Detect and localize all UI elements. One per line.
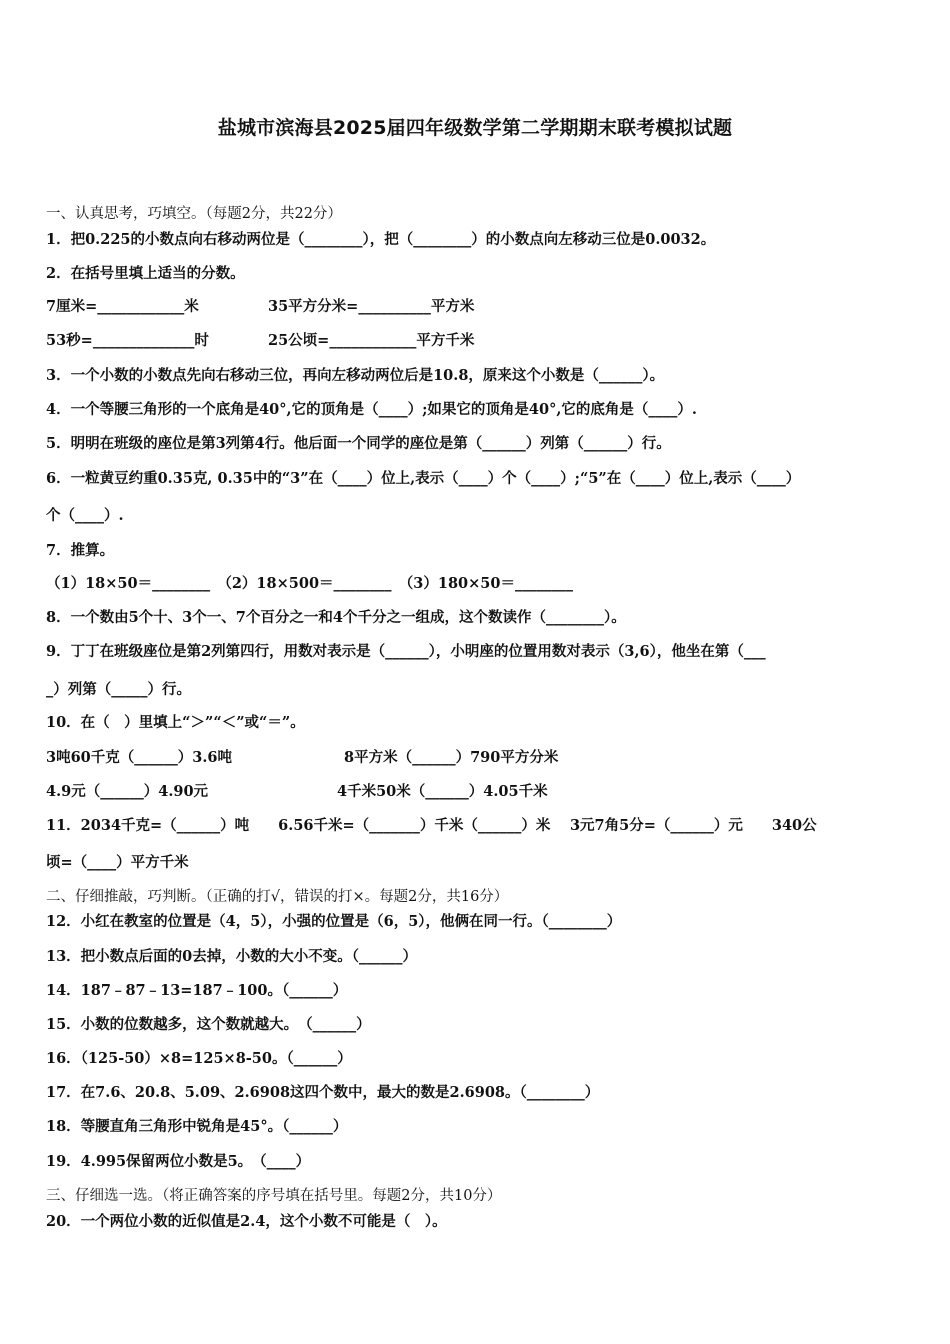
section-1-heading: 一、认真思考，巧填空。（每题2分，共22分） [46, 206, 342, 222]
question-7: 7．推算。 [46, 542, 115, 559]
question-19: 19．4.995保留两位小数是5。 （____） [46, 1153, 311, 1170]
question-9-cont: _）列第（_____）行。 [46, 681, 191, 698]
question-10-item-a: 3吨60千克（______）3.6吨 [46, 749, 232, 766]
question-18: 18．等腰直角三角形中锐角是45°。（______） [46, 1118, 348, 1135]
question-9: 9．丁丁在班级座位是第2列第四行，用数对表示是（______），小明座的位置用数对表示（3,6），他坐在第（___ [46, 643, 766, 660]
section-2-heading: 二、仔细推敲，巧判断。（正确的打√，错误的打×。每题2分，共16分） [46, 889, 509, 905]
question-11-cont: 顷=（____）平方千米 [46, 854, 189, 871]
question-12: 12．小红在教室的位置是（4，5），小强的位置是（6，5），他俩在同一行。（________） [46, 913, 622, 930]
question-10-item-d: 4千米50米（______）4.05千米 [337, 783, 548, 800]
question-4: 4．一个等腰三角形的一个底角是40°,它的顶角是（____）;如果它的顶角是40°,它的底角是（____）. [46, 401, 697, 418]
question-2-item-b: 35平方分米=__________平方米 [268, 298, 475, 315]
question-15: 15．小数的位数越多，这个数就越大。 （______） [46, 1016, 371, 1033]
question-3: 3．一个小数的小数点先向右移动三位，再向左移动两位后是10.8，原来这个小数是（______）。 [46, 367, 665, 384]
question-10: 10．在（ ）里填上“＞”“＜”或“＝”。 [46, 714, 305, 731]
section-3-heading: 三、仔细选一选。（将正确答案的序号填在括号里。每题2分，共10分） [46, 1188, 502, 1204]
question-2-item-c: 53秒=______________时 [46, 332, 209, 349]
question-2-item-d: 25公顷=____________平方千米 [268, 332, 475, 349]
question-10-item-b: 8平方米（______）790平方分米 [344, 749, 559, 766]
question-7-items: （1）18×50＝________ （2）18×500＝________ （3）180×50＝________ [46, 575, 573, 592]
page-title: 盐城市滨海县2025届四年级数学第二学期期末联考模拟试题 [217, 117, 733, 139]
question-2: 2．在括号里填上适当的分数。 [46, 265, 245, 282]
question-6: 6．一粒黄豆约重0.35克, 0.35中的“3”在（____）位上,表示（____）个（____）;“5”在（____）位上,表示（____） [46, 470, 801, 487]
question-2-item-a: 7厘米=____________米 [46, 298, 199, 315]
question-5: 5．明明在班级的座位是第3列第4行。他后面一个同学的座位是第（______）列第（______）行。 [46, 435, 671, 452]
question-10-item-c: 4.9元（______）4.90元 [46, 783, 209, 800]
question-16: 16．（125-50）×8=125×8-50。（______） [46, 1050, 352, 1067]
question-11: 11．2034千克=（______）吨 6.56千米=（_______）千米（______）米 3元7角5分=（______）元 340公 [46, 817, 817, 834]
question-8: 8．一个数由5个十、3个一、7个百分之一和4个千分之一组成，这个数读作（________）。 [46, 609, 626, 626]
question-6-cont: 个（____）. [46, 507, 124, 524]
question-1: 1．把0.225的小数点向右移动两位是（________），把（________）的小数点向左移动三位是0.0032。 [46, 231, 716, 248]
question-14: 14．187﹣87﹣13=187﹣100。（______） [46, 982, 348, 999]
question-20: 20．一个两位小数的近似值是2.4，这个小数不可能是（ ）。 [46, 1213, 447, 1230]
question-13: 13．把小数点后面的0去掉，小数的大小不变。（______） [46, 948, 418, 965]
question-17: 17．在7.6、20.8、5.09、2.6908这四个数中，最大的数是2.6908。（________） [46, 1084, 600, 1101]
